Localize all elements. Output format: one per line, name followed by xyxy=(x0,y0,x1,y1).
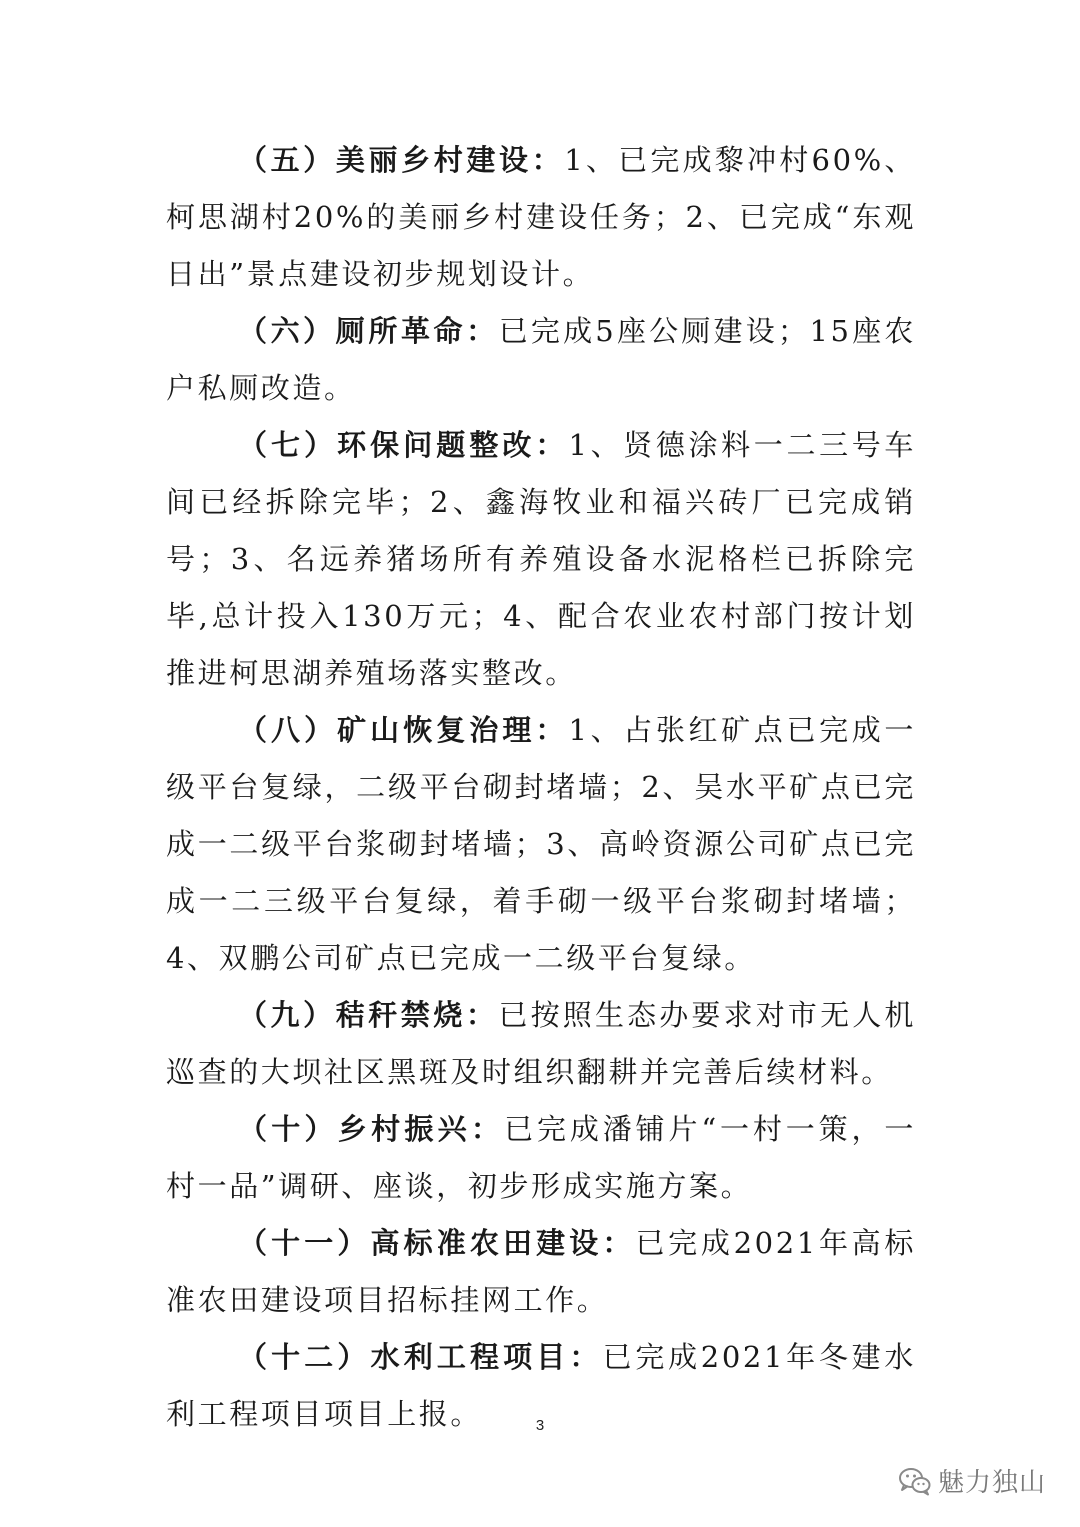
watermark-text: 魅力独山 xyxy=(937,1468,1046,1498)
paragraph-6 xyxy=(166,303,916,417)
paragraph-heading: （五）美丽乡村建设： xyxy=(238,143,565,177)
paragraph-text: 已完成2021年冬建水利工程项目项目上报。 xyxy=(166,1340,916,1431)
paragraph-heading: （八）矿山恢复治理： xyxy=(238,713,569,747)
paragraph-text: 1、贤德涂料一二三号车间已经拆除完毕；2、鑫海牧业和福兴砖厂已完成销号；3、名远养猪场所有养殖设备水泥格栏已拆除完毕,总计投入130万元；4、配合农业农村部门按计划推进柯思湖养殖场落实整改。 xyxy=(166,428,916,690)
paragraph-text: 1、占张红矿点已完成一级平台复绿，二级平台砌封堵墙；2、吴水平矿点已完成一二级平台浆砌封堵墙；3、高岭资源公司矿点已完成一二三级平台复绿，着手砌一级平台浆砌封堵墙；4、双鹏公司矿点已完成一二级平台复绿。 xyxy=(166,713,916,975)
paragraph-9 xyxy=(166,987,916,1101)
paragraph-8 xyxy=(166,702,916,987)
paragraph-text: 已完成潘铺片“一村一策，一村一品”调研、座谈，初步形成实施方案。 xyxy=(166,1112,916,1203)
wechat-icon xyxy=(898,1466,932,1496)
paragraph-text: 已完成5座公厕建设；15座农户私厕改造。 xyxy=(166,314,916,405)
paragraph-text: 已按照生态办要求对市无人机巡查的大坝社区黑斑及时组织翻耕并完善后续材料。 xyxy=(166,998,916,1089)
paragraph-11 xyxy=(166,1215,916,1329)
paragraph-heading: （十一）高标准农田建设： xyxy=(238,1226,636,1260)
paragraph-text: 1、已完成黎冲村60%、柯思湖村20%的美丽乡村建设任务；2、已完成“东观日出”景点建设初步规划设计。 xyxy=(166,143,916,291)
document-body xyxy=(166,132,916,1443)
paragraph-7 xyxy=(166,417,916,702)
page-number: 3 xyxy=(535,1417,545,1434)
paragraph-heading: （十二）水利工程项目： xyxy=(238,1340,603,1374)
paragraph-text: 已完成2021年高标准农田建设项目招标挂网工作。 xyxy=(166,1226,916,1317)
paragraph-5 xyxy=(166,132,916,303)
paragraph-10 xyxy=(166,1101,916,1215)
paragraph-heading: （七）环保问题整改： xyxy=(238,428,569,462)
wechat-watermark xyxy=(898,1462,1046,1499)
paragraph-heading: （九）秸秆禁烧： xyxy=(238,998,499,1032)
paragraph-heading: （十）乡村振兴： xyxy=(238,1112,505,1146)
paragraph-heading: （六）厕所革命： xyxy=(238,314,499,348)
